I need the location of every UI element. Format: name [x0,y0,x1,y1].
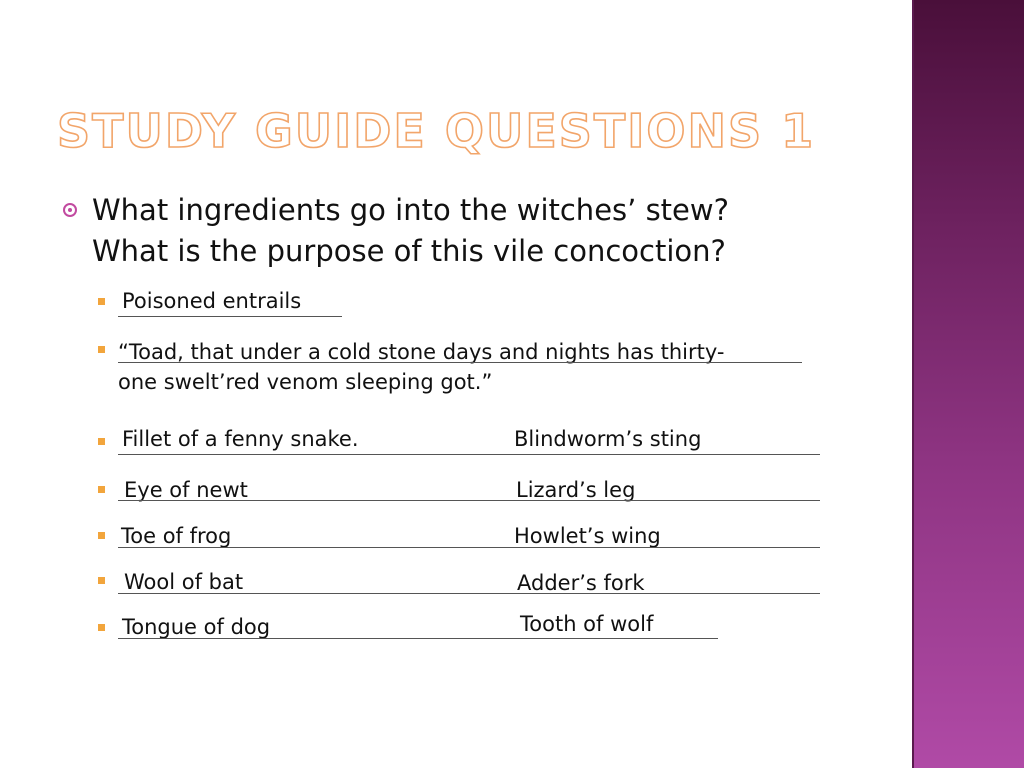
answer-poisoned-entrails: Poisoned entrails [122,289,302,313]
answer-wool-of-bat: Wool of bat [124,570,244,594]
square-bullet-icon [98,624,105,631]
answer-lizard: Lizard’s leg [516,478,636,502]
answer-toe-of-frog: Toe of frog [121,524,232,548]
answer-underline [118,638,718,639]
square-bullet-icon [98,532,105,539]
answer-quote [118,337,724,397]
decorative-side-band [912,0,1024,768]
answer-underline [118,547,820,548]
answer-underline [118,316,342,317]
square-bullet-icon [98,438,105,445]
circle-bullet-icon [63,203,77,217]
answer-blindworm: Blindworm’s sting [514,427,702,451]
square-bullet-icon [98,298,105,305]
question-line-1: What ingredients go into the witches’ stew? [92,193,730,227]
square-bullet-icon [98,486,105,493]
answer-tongue-of-dog: Tongue of dog [122,615,271,639]
square-bullet-icon [98,346,105,353]
quote-line-2: one swelt’red venom sleeping got.” [118,370,493,394]
answer-fillet: Fillet of a fenny snake. [122,427,359,451]
answer-underline [118,362,802,363]
answer-underline [118,500,820,501]
answer-underline [118,593,820,594]
answer-howlet: Howlet’s wing [514,524,661,548]
answer-adder: Adder’s fork [517,571,645,595]
square-bullet-icon [98,577,105,584]
slide-title: STUDY GUIDE QUESTIONS 1 [57,104,816,158]
answer-eye-of-newt: Eye of newt [124,478,248,502]
answer-underline [118,454,820,455]
answer-tooth-of-wolf: Tooth of wolf [520,612,654,636]
question-line-2: What is the purpose of this vile concoction? [92,234,726,268]
quote-line-1: “Toad, that under a cold stone days and nights has thirty- [118,340,725,364]
question-text [92,190,872,272]
